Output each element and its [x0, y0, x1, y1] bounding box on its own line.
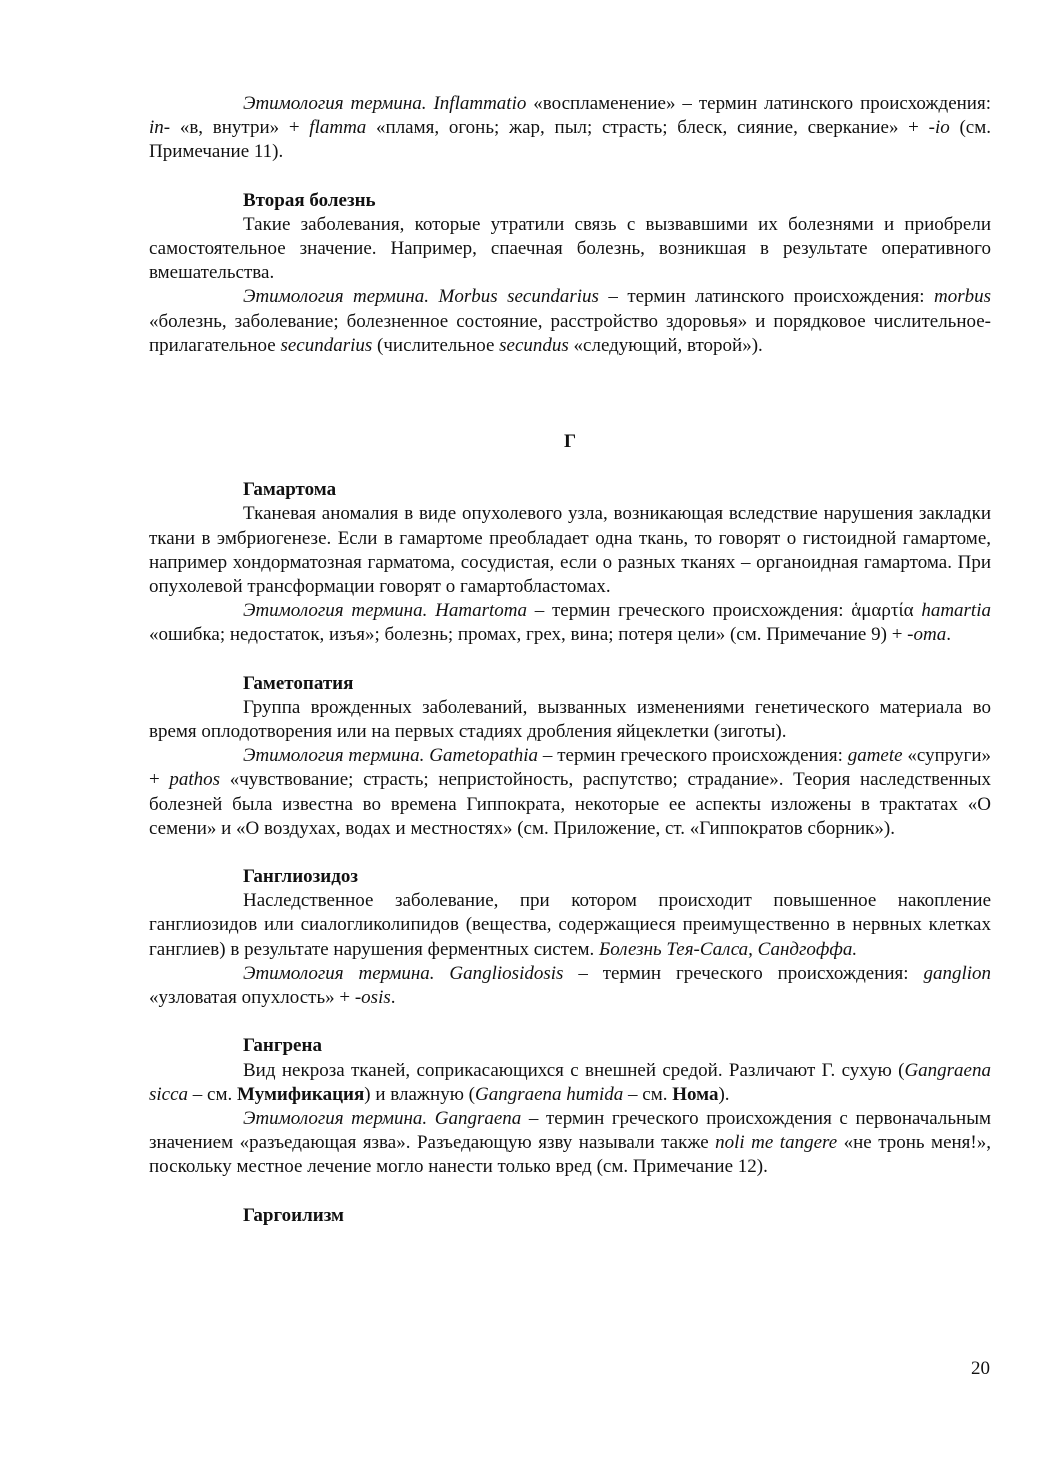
italic-text: in-: [149, 117, 171, 139]
paragraph: [149, 285, 991, 358]
cross-reference-term: Мумификация: [237, 1083, 365, 1105]
text-run: Такие заболевания, которые утратили связь с вызвавшими их болезнями и приобрели самостоятельное значение. Например, спаечная болезнь, возникшая в результате оперативного вмешательства.: [149, 213, 991, 284]
italic-text: hamartia: [921, 600, 991, 622]
italic-text: Этимология термина. Inflammatio: [243, 93, 527, 114]
term-heading: Гаметопатия: [243, 672, 354, 694]
text-run: «в, внутри» +: [170, 117, 310, 139]
paragraph: [149, 213, 991, 286]
italic-text: -io: [928, 117, 950, 139]
text-run: «не тронь меня!», поскольку местное лечение могло нанести только вред (см. Примечание 12).: [149, 1132, 991, 1178]
italic-text: secundus: [499, 334, 569, 356]
text-run: «болезнь, заболевание; болезненное состояние, расстройство здоровья» и порядковое числительное-прилагательное: [149, 310, 991, 356]
italic-text: secundarius: [280, 334, 373, 356]
italic-text: Этимология термина. Morbus secundarius: [243, 286, 599, 308]
text-run: – термин греческого происхождения с первоначальным значением «разъедающая язва». Разъедающую язву называли также: [149, 1107, 991, 1154]
paragraph: [149, 1059, 991, 1107]
text-run: (см. Примечание 11).: [149, 117, 991, 163]
italic-text: Gangraena humida: [474, 1083, 624, 1105]
italic-text: morbus: [933, 286, 991, 308]
italic-text: -osis: [354, 987, 391, 1009]
text-run: ).: [718, 1083, 730, 1105]
text-run: – термин греческого происхождения:: [563, 962, 924, 984]
italic-text: Gangraena sicca: [149, 1059, 991, 1105]
italic-text: pathos: [169, 769, 221, 791]
text-run: .: [946, 624, 951, 646]
text-run: «ошибка; недостаток, изъя»; болезнь; промах, грех, вина; потеря цели» (см. Примечание 9) +: [149, 624, 908, 646]
paragraph: [149, 889, 991, 962]
text-run: Тканевая аномалия в виде опухолевого узла, возникающая вследствие нарушения закладки ткани в эмбриогенезе. Если в гамартоме преобладает одна ткань, то говорят о гистоидной гамартоме, например хондорматозная гарматома, сосудистая, если о разных тканях – органоидная гамартома. При опухолевой трансформации говорят о гамартобластомах.: [149, 503, 991, 598]
document-page: [149, 92, 991, 1228]
text-run: «пламя, огонь; жар, пыл; страсть; блеск, сияние, сверкание» +: [366, 117, 929, 139]
paragraph: [149, 92, 991, 165]
italic-text: noli me tangere: [715, 1132, 838, 1154]
text-run: – термин греческого происхождения: ἁμαρτία: [526, 600, 922, 622]
text-run: – термин латинского происхождения:: [598, 286, 934, 308]
italic-text: Болезнь Тея-Салса, Сандгоффа.: [599, 938, 858, 960]
text-run: (числительное: [372, 334, 500, 356]
italic-text: gamete: [847, 745, 903, 767]
italic-text: Этимология термина. Gangliosidosis: [243, 962, 564, 984]
paragraph: [149, 599, 991, 647]
cross-reference-term: Нома: [672, 1083, 719, 1105]
text-run: Вид некроза тканей, соприкасающихся с внешней средой. Различают Г. сухую (: [243, 1059, 905, 1081]
text-run: – см.: [623, 1083, 673, 1105]
paragraph: [149, 962, 991, 1010]
paragraph: [149, 1107, 991, 1180]
text-run: .: [390, 987, 396, 1009]
text-run: «чувствование; страсть; непристойность, распутство; страдание». Теория наследственных болезней была известна во времена Гиппократа, некоторые ее аспекты изложены в трактатах «О семени» и «О воздухах, водах и местностях» (см. Приложение, ст. «Гиппократов сборник»).: [149, 769, 991, 839]
text-run: – см.: [188, 1083, 238, 1105]
text-run: «следующий, второй»).: [568, 334, 763, 356]
text-run: «супруги» +: [149, 745, 991, 791]
text-run: ) и влажную (: [364, 1083, 475, 1105]
italic-text: -oma: [907, 624, 947, 646]
term-heading: Вторая болезнь: [243, 189, 376, 211]
text-run: – термин греческого происхождения:: [538, 745, 848, 767]
text-run: Наследственное заболевание, при котором происходит повышенное накопление ганглиозидов или сиалогликолипидов (вещества, содержащиеся преимущественно в нервных клетках ганглиев) в результате нарушения ферментных систем.: [149, 890, 991, 960]
term-heading: Гамартома: [243, 479, 337, 501]
paragraph: [149, 744, 991, 841]
italic-text: Этимология термина. Gangraena: [243, 1107, 522, 1129]
term-heading: Гаргоилизм: [243, 1204, 345, 1226]
paragraph: [149, 502, 991, 599]
italic-text: flamma: [309, 117, 367, 139]
term-heading: Ганглиозидоз: [243, 866, 358, 888]
text-run: Группа врожденных заболеваний, вызванных изменениями генетического материала во время оплодотворения или на первых стадиях дробления яйцеклетки (зиготы).: [149, 696, 991, 743]
text-run: «узловатая опухлость» +: [149, 987, 355, 1009]
paragraph: [149, 696, 991, 744]
term-heading: Гангрена: [243, 1035, 322, 1057]
italic-text: Этимология термина. Hamartoma: [243, 600, 527, 622]
italic-text: ganglion: [923, 962, 991, 984]
page-number: 20: [971, 1358, 990, 1379]
section-letter: Г: [563, 431, 577, 453]
italic-text: Этимология термина. Gametopathia: [243, 745, 538, 767]
text-run: «воспламенение» – термин латинского происхождения:: [526, 93, 991, 114]
